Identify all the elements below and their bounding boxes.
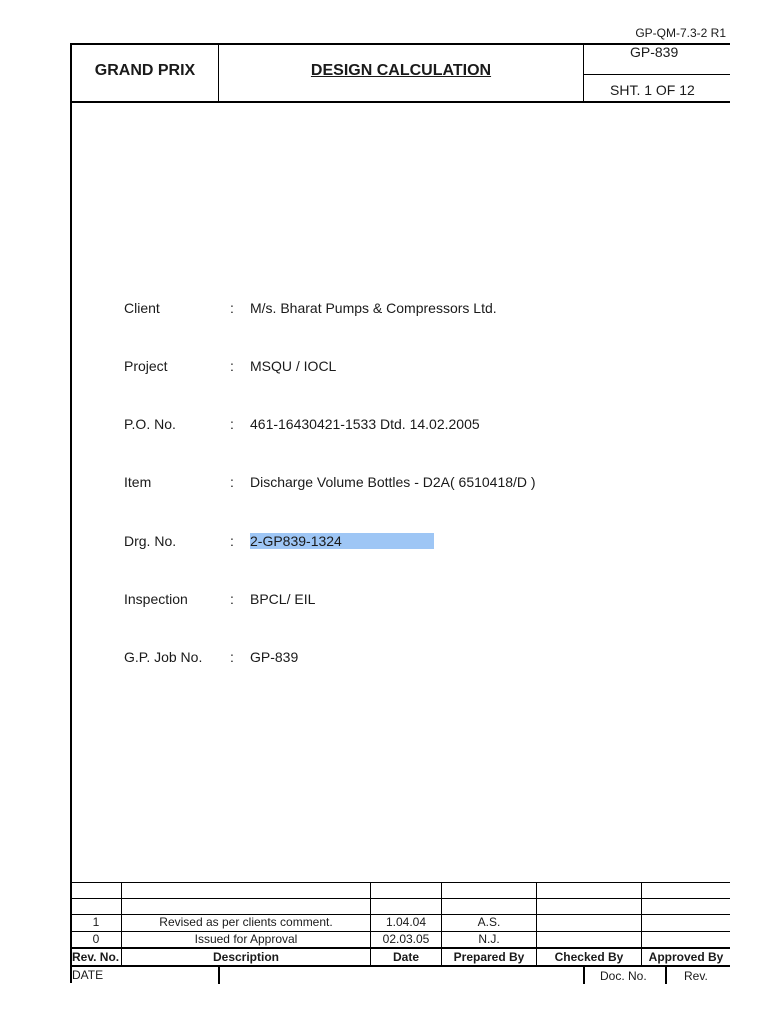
- rev-date-cell: 1.04.04: [385, 915, 427, 929]
- field-colon: :: [230, 358, 234, 374]
- header-divider-1: [218, 43, 219, 103]
- rev-date-cell: 02.03.05: [382, 932, 430, 946]
- field-label: G.P. Job No.: [124, 649, 203, 665]
- rev-table-line: [70, 898, 730, 899]
- rev-table-top: [70, 882, 730, 883]
- field-value: BPCL/ EIL: [250, 591, 316, 607]
- field-value: GP-839: [250, 649, 299, 665]
- rev-table-header-top: [70, 947, 730, 949]
- header-divider-2: [583, 43, 584, 103]
- document-code: GP-QM-7.3-2 R1: [635, 26, 726, 40]
- field-label: Project: [124, 358, 168, 374]
- field-colon: :: [230, 474, 234, 490]
- rev-number-cell: 0: [92, 932, 100, 946]
- field-label: Client: [124, 300, 160, 316]
- field-colon: :: [230, 649, 234, 665]
- footer-divider: [218, 966, 220, 984]
- header-prepared-by: Prepared By: [453, 950, 525, 964]
- footer-divider: [665, 966, 667, 984]
- header-right-split: [583, 74, 730, 75]
- field-colon: :: [230, 416, 234, 432]
- footer-doc-no-label: Doc. No.: [600, 969, 647, 983]
- header-approved-by: Approved By: [648, 950, 724, 964]
- footer-divider: [583, 966, 585, 984]
- document-title: DESIGN CALCULATION: [310, 62, 492, 79]
- field-value: 461-16430421-1533 Dtd. 14.02.2005: [250, 416, 480, 432]
- field-value: MSQU / IOCL: [250, 358, 337, 374]
- field-value: Discharge Volume Bottles - D2A( 6510418/D ): [250, 474, 536, 490]
- field-colon: :: [230, 300, 234, 316]
- rev-number-cell: 1: [92, 915, 100, 929]
- field-label: Item: [124, 474, 152, 490]
- field-label: Drg. No.: [124, 533, 177, 549]
- field-colon: :: [230, 533, 234, 549]
- company-name: GRAND PRIX: [94, 62, 196, 79]
- footer-rev-label: Rev.: [684, 969, 708, 983]
- field-label: P.O. No.: [124, 416, 176, 432]
- header-rev-no: Rev. No.: [72, 950, 120, 964]
- footer-date-label: DATE: [72, 968, 104, 982]
- rev-description-cell: Revised as per clients comment.: [159, 915, 333, 929]
- header-bottom-border: [70, 101, 730, 103]
- field-colon: :: [230, 591, 234, 607]
- field-value: M/s. Bharat Pumps & Compressors Ltd.: [250, 300, 497, 316]
- selected-cell[interactable]: 2-GP839-1324: [250, 533, 434, 549]
- rev-table-header-bottom: [70, 965, 730, 967]
- left-page-border: [70, 43, 72, 983]
- rev-description-cell: Issued for Approval: [194, 932, 298, 946]
- job-number: GP-839: [630, 44, 679, 60]
- sheet-number: SHT. 1 OF 12: [610, 82, 695, 98]
- header-checked-by: Checked By: [554, 950, 624, 964]
- header-date: Date: [392, 950, 419, 964]
- header-description: Description: [212, 950, 279, 964]
- field-label: Inspection: [124, 591, 188, 607]
- rev-prepared-cell: N.J.: [478, 932, 500, 946]
- rev-prepared-cell: A.S.: [477, 915, 501, 929]
